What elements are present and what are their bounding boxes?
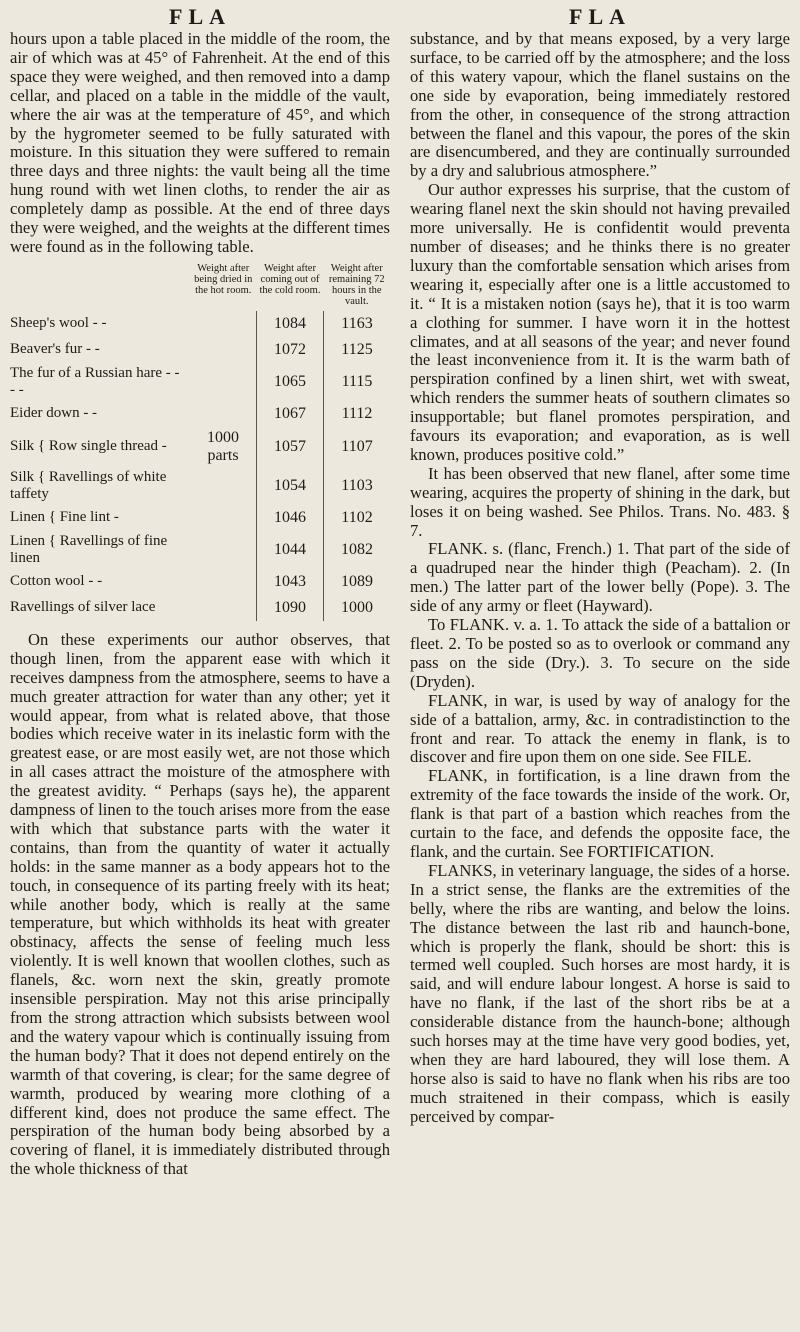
- paragraph-author-surprise: Our author expresses his surprise, that the custom of wearing flanel next the skin should not having prevailed more universally. He is confidentit would preventa number of diseases; and he thinks there is no greater luxury than the comfortable sensation which arises from wearing it, especially after one is a little accustomed to it. “ It is a mistaken notion (says he), that it is too warm a clothing for summer. I have worn it in the hottest climates, and at all seasons of the year; and never found the least inconvenience from it. It is the warm bath of perspiration confined by a linen shirt, wet with sweat, which renders the summer heats of southern climates so insupportable; but flanel promotes perspiration, and favours its evaporation; and evaporation, as is well known, produces positive cold.”: [410, 180, 790, 464]
- row-value-3: 1112: [324, 401, 391, 427]
- entry-flank-war: FLANK, in war, is used by way of analogy for the side of a battalion, army, &c. in contradistinction to the front and rear. To attack the enemy in flank, is to discover and fire upon them on one side. See FILE.: [410, 690, 790, 767]
- running-header-right: FLA: [569, 4, 631, 29]
- row-value-1: [190, 337, 257, 363]
- row-value-1: [190, 467, 257, 505]
- row-label: Cotton wool - -: [10, 573, 103, 590]
- right-column: [410, 0, 790, 1127]
- row-value-2: 1067: [257, 401, 324, 427]
- row-label: The fur of a Russian hare - - - -: [10, 364, 180, 398]
- table-row: [10, 569, 390, 595]
- row-value-2: 1090: [257, 595, 324, 621]
- row-value-3: 1163: [324, 311, 391, 337]
- table-row: [10, 427, 390, 467]
- table-row: [10, 505, 390, 531]
- row-value-2: 1084: [257, 311, 324, 337]
- row-label: Sheep's wool - -: [10, 315, 107, 332]
- row-value-1: 1000 parts: [207, 428, 239, 464]
- row-label: Linen { Fine lint -: [10, 509, 119, 526]
- paragraph-shining: It has been observed that new flanel, after some time wearing, acquires the property of shining in the dark, but loses it on being washed. See Philos. Trans. No. 483. § 7.: [410, 463, 790, 540]
- table-row: [10, 363, 390, 401]
- row-value-2: 1044: [257, 531, 324, 569]
- entry-flank-noun: FLANK. s. (flanc, French.) 1. That part of the side of a quadruped near the hinder thigh (Peacham). 2. (In men.) The latter part of the lower belly (Pope). 3. The side of any army or fleet (Hayward).: [410, 539, 790, 616]
- left-column: [10, 0, 390, 1179]
- row-value-3: 1125: [324, 337, 391, 363]
- weights-table: [10, 263, 390, 621]
- table-row: [10, 401, 390, 427]
- row-value-3: 1082: [324, 531, 391, 569]
- entry-flanks-veterinary: FLANKS, in veterinary language, the sides of a horse. In a strict sense, the flanks are the extremities of the belly, where the ribs are wanting, and below the loins. The distance between the last rib and haunch-bone, which is properly the flank, should be short: this is termed well coupled. Such horses are most hardy, it is said, and will endure labour longest. A horse is said to have no flank, if the last of the short ribs be at a considerable distance from the haunch-bone; although such horses may at the time have very good bodies, yet, when they are hard laboured, they will lose them. A horse also is said to have no flank when his ribs are too much straitened in their compass, which is easily perceived by compar-: [410, 860, 790, 1126]
- intro-paragraph: hours upon a table placed in the middle of the room, the air of which was at 45° of Fahrenheit. At the end of this space they were weighed, and then removed into a damp cellar, and placed on a table in the middle of the vault, where the air was at the temperature of 45°, and which by the hygrometer seemed to be fully saturated with moisture. In this situation they were suffered to remain three days and three nights: the vault being all the time hung round with wet linen cloths, to render the air as completely damp as possible. At the end of three days they were weighed, and the weights at the different times were found as in the following table.: [10, 29, 390, 256]
- row-value-2: 1065: [257, 363, 324, 401]
- row-label: Eider down - -: [10, 405, 98, 422]
- row-value-1: [190, 363, 257, 401]
- row-value-1: [190, 401, 257, 427]
- running-header-left: FLA: [169, 4, 231, 29]
- row-label: Ravellings of silver lace: [10, 599, 156, 616]
- row-value-3: 1000: [324, 595, 391, 621]
- paragraph-flanel-continued: substance, and by that means exposed, by a very large surface, to be carried off by the atmosphere; and the loss of this watery vapour, which the flanel sustains on the one side by evaporation, being immediately restored from the other, in consequence of the strong attraction between the flanel and this vapour, the pores of the skin are disencumbered, and they are continually surrounded by a dry and salubrious atmosphere.”: [410, 29, 790, 181]
- table-header-dried: Weight after being dried in the hot room.: [194, 262, 253, 296]
- table-row: [10, 531, 390, 569]
- row-value-2: 1057: [257, 427, 324, 467]
- row-label: Silk { Row single thread -: [10, 438, 167, 455]
- row-value-1: [190, 311, 257, 337]
- row-value-3: 1089: [324, 569, 391, 595]
- table-row: [10, 337, 390, 363]
- row-value-1: [190, 595, 257, 621]
- table-header-cold-room: Weight after coming out of the cold room.: [259, 262, 321, 296]
- row-value-2: 1054: [257, 467, 324, 505]
- row-value-3: 1103: [324, 467, 391, 505]
- table-header-vault: Weight after remaining 72 hours in the vault.: [328, 262, 385, 307]
- row-value-2: 1043: [257, 569, 324, 595]
- row-value-1: [190, 531, 257, 569]
- row-value-1: [190, 505, 257, 531]
- row-value-2: 1072: [257, 337, 324, 363]
- table-row: [10, 595, 390, 621]
- observations-paragraph: On these experiments our author observes, that though linen, from the apparent ease with which it receives dampness from the atmosphere, seems to have a much greater attraction for water than any other; yet it would appear, from what is related above, that those bodies which receive water in its inelastic form with the greatest ease, or are most easily wet, are not those which in all cases attract the moisture of the atmosphere with the greatest avidity. “ Perhaps (says he), the apparent dampness of linen to the touch arises more from the ease with which that substance parts with the water it contains, than from the quantity of water it actually holds: in the same manner as a body appears hot to the touch, in consequence of its parting freely with its heat; while another body, which is really at the same temperature, but which withholds its heat with greater obstinacy, affects the sense of feeling much less violently. It is well known that woollen clothes, such as flanels, &c. worn next the skin, greatly promote insensible perspiration. May not this arise principally from the strong attraction which subsists between wool and the watery vapour which is continually issuing from the human body? That it does not depend entirely on the warmth of that covering, is clear; for the same degree of warmth, produced by wearing more clothing of a different kind, does not produce the same effect. The perspiration of the human body being absorbed by a covering of flanel, it is immediately distributed through the whole thickness of that: [10, 629, 390, 1179]
- row-value-3: 1107: [324, 427, 391, 467]
- row-value-2: 1046: [257, 505, 324, 531]
- entry-flank-fortification: FLANK, in fortification, is a line drawn from the extremity of the face towards the inside of the work. Or, flank is that part of a bastion which reaches from the curtain to the face, and defends the opposite face, the flank, and the curtain. See FORTIFICATION.: [410, 766, 790, 861]
- row-label: Beaver's fur - -: [10, 341, 100, 358]
- row-label: Linen { Ravellings of fine linen: [10, 532, 168, 566]
- table-row: [10, 311, 390, 337]
- row-value-3: 1115: [324, 363, 391, 401]
- row-value-1: [190, 569, 257, 595]
- entry-flank-verb: To FLANK. v. a. 1. To attack the side of a battalion or fleet. 2. To be posted so as to overlook or command any pass on the side (Dry.). 3. To secure on the side (Dryden).: [410, 615, 790, 691]
- row-label: Silk { Ravellings of white taffety: [10, 468, 167, 502]
- row-value-3: 1102: [324, 505, 391, 531]
- table-row: [10, 467, 390, 505]
